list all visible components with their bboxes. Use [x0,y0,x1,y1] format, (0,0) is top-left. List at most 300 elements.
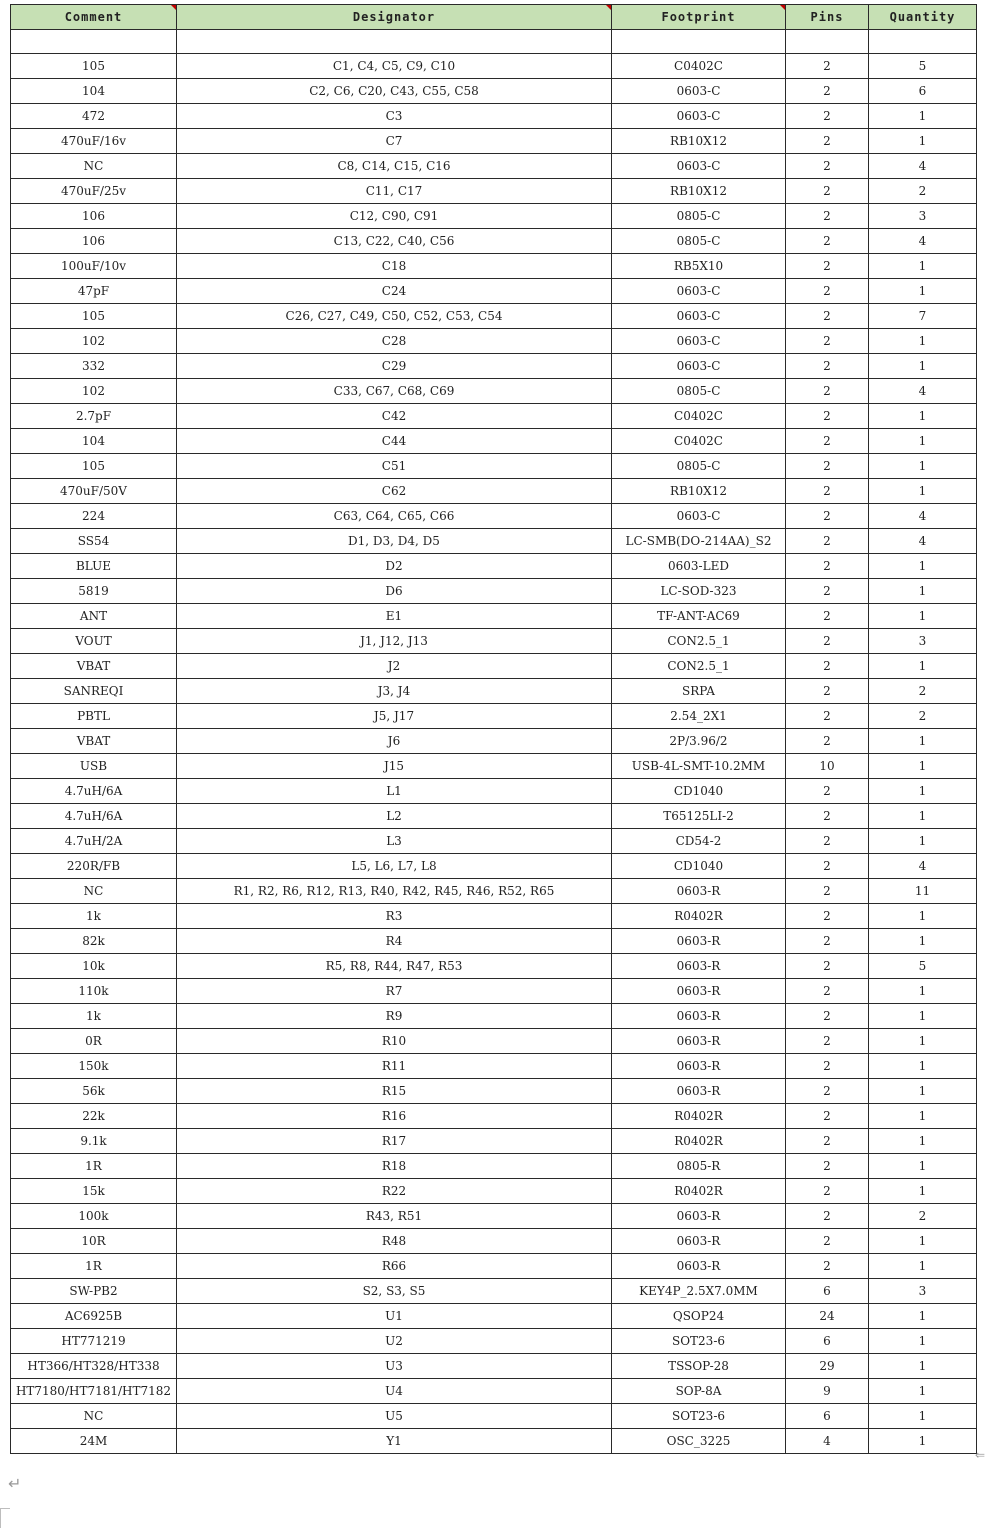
cell-designator[interactable]: J2 [177,654,612,679]
cell-designator[interactable]: C13, C22, C40, C56 [177,229,612,254]
cell-quantity[interactable]: 1 [869,354,977,379]
cell-quantity[interactable]: 4 [869,504,977,529]
cell-footprint[interactable]: 2.54_2X1 [612,704,786,729]
cell-designator[interactable]: R9 [177,1004,612,1029]
cell-designator[interactable]: C2, C6, C20, C43, C55, C58 [177,79,612,104]
cell-comment[interactable]: 100k [11,1204,177,1229]
cell-comment[interactable]: 22k [11,1104,177,1129]
cell-pins[interactable]: 2 [786,354,869,379]
cell-footprint[interactable]: 0603-R [612,979,786,1004]
cell-quantity[interactable]: 1 [869,479,977,504]
cell-pins[interactable]: 2 [786,529,869,554]
cell-comment[interactable]: 102 [11,379,177,404]
cell-designator[interactable]: C63, C64, C65, C66 [177,504,612,529]
cell-designator[interactable]: U5 [177,1404,612,1429]
cell-quantity[interactable]: 1 [869,804,977,829]
cell-quantity[interactable]: 1 [869,1304,977,1329]
cell-designator[interactable]: D1, D3, D4, D5 [177,529,612,554]
cell-pins[interactable]: 2 [786,1229,869,1254]
table-row [11,279,977,304]
cell-quantity[interactable]: 1 [869,254,977,279]
cell-footprint[interactable]: SOT23-6 [612,1404,786,1429]
table-row [11,1254,977,1279]
cell-footprint[interactable]: 0603-LED [612,554,786,579]
cell-footprint[interactable]: SRPA [612,679,786,704]
cell-footprint[interactable]: OSC_3225 [612,1429,786,1454]
cell-pins[interactable]: 2 [786,179,869,204]
cell-pins[interactable]: 2 [786,54,869,79]
cell-pins[interactable]: 2 [786,1054,869,1079]
cell-quantity[interactable]: 1 [869,729,977,754]
cell-comment[interactable]: 2.7pF [11,404,177,429]
cell-designator[interactable]: J15 [177,754,612,779]
cell-comment[interactable]: 82k [11,929,177,954]
table-row [11,529,977,554]
cell-footprint[interactable]: C0402C [612,54,786,79]
cell-comment[interactable]: 47pF [11,279,177,304]
cell-footprint[interactable]: 0603-R [612,1054,786,1079]
cell-pins[interactable]: 6 [786,1279,869,1304]
cell-footprint[interactable]: 0603-C [612,279,786,304]
cell-comment[interactable]: SW-PB2 [11,1279,177,1304]
cell-comment[interactable]: 220R/FB [11,854,177,879]
cell-pins[interactable]: 2 [786,329,869,354]
cell-quantity[interactable]: 1 [869,554,977,579]
cell-quantity[interactable]: 11 [869,879,977,904]
cell-comment[interactable]: HT366/HT328/HT338 [11,1354,177,1379]
cell-comment[interactable]: 332 [11,354,177,379]
col-header-footprint[interactable] [612,5,786,30]
cell-comment[interactable]: 9.1k [11,1129,177,1154]
cell-footprint[interactable]: USB-4L-SMT-10.2MM [612,754,786,779]
cell-footprint[interactable]: 0603-R [612,1029,786,1054]
cell-quantity[interactable]: 1 [869,279,977,304]
cell-comment[interactable]: 470uF/25v [11,179,177,204]
cell-quantity[interactable]: 1 [869,1254,977,1279]
cell-comment[interactable]: 0R [11,1029,177,1054]
cell-designator[interactable]: R43, R51 [177,1204,612,1229]
cell-designator[interactable]: R16 [177,1104,612,1129]
cell-quantity[interactable]: 1 [869,1029,977,1054]
cell-pins[interactable]: 29 [786,1354,869,1379]
cell-designator[interactable]: C62 [177,479,612,504]
cell-quantity[interactable]: 1 [869,779,977,804]
cell-pins[interactable]: 2 [786,279,869,304]
cell-footprint[interactable]: 0603-C [612,329,786,354]
cell-designator[interactable]: C33, C67, C68, C69 [177,379,612,404]
cell-footprint[interactable]: 0805-R [612,1154,786,1179]
cell-footprint[interactable]: SOT23-6 [612,1329,786,1354]
cell-footprint[interactable]: TF-ANT-AC69 [612,604,786,629]
cell-pins[interactable]: 2 [786,929,869,954]
col-header-pins[interactable] [786,5,869,30]
cell-footprint[interactable]: 0805-C [612,454,786,479]
cell-pins[interactable]: 2 [786,879,869,904]
cell-footprint[interactable]: 0805-C [612,229,786,254]
cell-quantity[interactable]: 3 [869,629,977,654]
cell-quantity[interactable]: 1 [869,1154,977,1179]
cell-footprint[interactable]: 0805-C [612,379,786,404]
cell-footprint[interactable]: TSSOP-28 [612,1354,786,1379]
cell-designator[interactable]: C1, C4, C5, C9, C10 [177,54,612,79]
cell-pins[interactable]: 10 [786,754,869,779]
cell-pins[interactable]: 2 [786,204,869,229]
cell-comment[interactable]: 10k [11,954,177,979]
cell-pins[interactable]: 2 [786,1079,869,1104]
cell-comment[interactable]: VOUT [11,629,177,654]
cell-quantity[interactable]: 4 [869,854,977,879]
cell-designator[interactable]: U2 [177,1329,612,1354]
cell-designator[interactable]: C42 [177,404,612,429]
cell-quantity[interactable]: 1 [869,1329,977,1354]
cell-quantity[interactable]: 1 [869,1054,977,1079]
cell-quantity[interactable]: 1 [869,754,977,779]
cell-comment[interactable]: PBTL [11,704,177,729]
cell-footprint[interactable]: CD54-2 [612,829,786,854]
cell-comment[interactable]: SS54 [11,529,177,554]
cell-quantity[interactable]: 1 [869,1104,977,1129]
cell-designator[interactable]: C24 [177,279,612,304]
cell-pins[interactable]: 2 [786,629,869,654]
cell-pins[interactable]: 2 [786,254,869,279]
cell-designator[interactable]: U1 [177,1304,612,1329]
cell-quantity[interactable]: 1 [869,1404,977,1429]
cell-quantity[interactable]: 1 [869,1354,977,1379]
cell-quantity[interactable]: 1 [869,579,977,604]
cell-designator[interactable]: U4 [177,1379,612,1404]
cell-designator[interactable]: C26, C27, C49, C50, C52, C53, C54 [177,304,612,329]
cell-quantity[interactable]: 2 [869,179,977,204]
table-row [11,179,977,204]
cell-comment[interactable]: BLUE [11,554,177,579]
cell-comment[interactable]: 1k [11,904,177,929]
cell-comment[interactable]: NC [11,879,177,904]
cell-comment[interactable]: NC [11,1404,177,1429]
cell-quantity[interactable]: 1 [869,1129,977,1154]
cell-footprint[interactable]: 0805-C [612,204,786,229]
cell-quantity[interactable]: 1 [869,654,977,679]
cell-comment[interactable]: SANREQI [11,679,177,704]
cell-designator[interactable]: R1, R2, R6, R12, R13, R40, R42, R45, R46, R52, R65 [177,879,612,904]
cell-quantity[interactable]: 1 [869,329,977,354]
cell-pins[interactable]: 2 [786,779,869,804]
cell-footprint[interactable]: 2P/3.96/2 [612,729,786,754]
cell-designator[interactable]: C29 [177,354,612,379]
cell-comment[interactable]: 1k [11,1004,177,1029]
cell-designator[interactable]: R66 [177,1254,612,1279]
cell-footprint[interactable]: 0603-C [612,154,786,179]
cell-designator[interactable]: L5, L6, L7, L8 [177,854,612,879]
cell-pins[interactable]: 2 [786,979,869,1004]
cell-pins[interactable]: 2 [786,404,869,429]
cell-footprint[interactable]: C0402C [612,429,786,454]
cell-designator[interactable]: J1, J12, J13 [177,629,612,654]
cell-comment[interactable]: 1R [11,1154,177,1179]
table-row [11,254,977,279]
cell-quantity[interactable]: 7 [869,304,977,329]
cell-pins[interactable]: 2 [786,1204,869,1229]
cell-designator[interactable]: R5, R8, R44, R47, R53 [177,954,612,979]
cell-pins[interactable]: 6 [786,1404,869,1429]
cell-footprint[interactable]: 0603-R [612,1004,786,1029]
cell-quantity[interactable]: 3 [869,204,977,229]
cell-pins[interactable]: 6 [786,1329,869,1354]
cell-comment[interactable]: 470uF/50V [11,479,177,504]
cell-footprint[interactable]: R0402R [612,1104,786,1129]
cell-designator[interactable]: R17 [177,1129,612,1154]
cell-footprint[interactable]: 0603-R [612,954,786,979]
cell-quantity[interactable]: 1 [869,604,977,629]
cell-comment[interactable]: AC6925B [11,1304,177,1329]
cell-quantity[interactable]: 3 [869,1279,977,1304]
cell-quantity[interactable]: 1 [869,1379,977,1404]
cell-designator[interactable] [177,30,612,54]
cell-designator[interactable]: R22 [177,1179,612,1204]
cell-footprint[interactable]: 0603-R [612,1229,786,1254]
cell-footprint[interactable]: LC-SOD-323 [612,579,786,604]
cell-comment[interactable]: HT7180/HT7181/HT7182 [11,1379,177,1404]
cell-comment[interactable]: ANT [11,604,177,629]
cell-comment[interactable]: 102 [11,329,177,354]
cell-footprint[interactable]: 0603-C [612,104,786,129]
cell-designator[interactable]: R4 [177,929,612,954]
cell-footprint[interactable]: 0603-C [612,304,786,329]
cell-comment[interactable]: 104 [11,429,177,454]
cell-quantity[interactable]: 1 [869,929,977,954]
cell-footprint[interactable]: SOP-8A [612,1379,786,1404]
cell-comment[interactable]: 105 [11,454,177,479]
table-row [11,1379,977,1404]
cell-pins[interactable]: 2 [786,229,869,254]
cell-footprint[interactable]: T65125LI-2 [612,804,786,829]
cell-comment[interactable]: 24M [11,1429,177,1454]
cell-comment[interactable]: 470uF/16v [11,129,177,154]
table-row [11,229,977,254]
cell-pins[interactable]: 4 [786,1429,869,1454]
cell-quantity[interactable]: 2 [869,704,977,729]
cell-footprint[interactable]: RB5X10 [612,254,786,279]
header-designator-label: Designator [352,10,436,24]
cell-footprint[interactable]: 0603-R [612,879,786,904]
cell-pins[interactable]: 2 [786,154,869,179]
cell-designator[interactable]: L1 [177,779,612,804]
cell-comment[interactable]: 15k [11,1179,177,1204]
cell-designator[interactable]: D2 [177,554,612,579]
cell-pins[interactable]: 9 [786,1379,869,1404]
cell-designator[interactable]: C18 [177,254,612,279]
cell-pins[interactable]: 2 [786,554,869,579]
cell-comment[interactable]: 106 [11,204,177,229]
cell-footprint[interactable]: R0402R [612,1129,786,1154]
cell-designator[interactable]: R15 [177,1079,612,1104]
cell-designator[interactable]: L3 [177,829,612,854]
cell-comment[interactable]: 105 [11,54,177,79]
table-row [11,654,977,679]
cell-quantity[interactable]: 1 [869,1229,977,1254]
cell-quantity[interactable]: 1 [869,1179,977,1204]
cell-footprint[interactable]: RB10X12 [612,179,786,204]
cell-pins[interactable]: 2 [786,1254,869,1279]
cell-quantity[interactable] [869,30,977,54]
cell-comment[interactable]: HT771219 [11,1329,177,1354]
cell-quantity[interactable]: 1 [869,829,977,854]
cell-quantity[interactable]: 1 [869,404,977,429]
cell-comment[interactable] [11,30,177,54]
cell-quantity[interactable]: 4 [869,379,977,404]
cell-designator[interactable]: Y1 [177,1429,612,1454]
cell-quantity[interactable]: 1 [869,979,977,1004]
cell-designator[interactable]: C11, C17 [177,179,612,204]
cell-comment[interactable]: VBAT [11,729,177,754]
cell-designator[interactable]: C3 [177,104,612,129]
cell-designator[interactable]: L2 [177,804,612,829]
cell-pins[interactable]: 2 [786,104,869,129]
cell-footprint[interactable]: CON2.5_1 [612,629,786,654]
cell-footprint[interactable]: 0603-C [612,504,786,529]
cell-footprint[interactable] [612,30,786,54]
cell-designator[interactable]: R48 [177,1229,612,1254]
cell-footprint[interactable]: KEY4P_2.5X7.0MM [612,1279,786,1304]
cell-footprint[interactable]: 0603-C [612,354,786,379]
cell-designator[interactable]: S2, S3, S5 [177,1279,612,1304]
cell-quantity[interactable]: 1 [869,454,977,479]
cell-comment[interactable]: 104 [11,79,177,104]
cell-designator[interactable]: C28 [177,329,612,354]
cell-designator[interactable]: D6 [177,579,612,604]
cell-comment[interactable]: 4.7uH/6A [11,804,177,829]
cell-pins[interactable]: 2 [786,379,869,404]
cell-quantity[interactable]: 1 [869,1004,977,1029]
cell-designator[interactable]: R3 [177,904,612,929]
cell-designator[interactable]: U3 [177,1354,612,1379]
cell-designator[interactable]: R10 [177,1029,612,1054]
cell-pins[interactable]: 2 [786,829,869,854]
cell-pins[interactable]: 2 [786,1104,869,1129]
cell-comment[interactable]: USB [11,754,177,779]
cell-quantity[interactable]: 1 [869,429,977,454]
col-header-comment[interactable] [11,5,177,30]
cell-footprint[interactable]: RB10X12 [612,129,786,154]
cell-comment[interactable]: 56k [11,1079,177,1104]
cell-pins[interactable]: 2 [786,679,869,704]
cell-pins[interactable]: 24 [786,1304,869,1329]
cell-designator[interactable]: C7 [177,129,612,154]
cell-pins[interactable] [786,30,869,54]
cell-comment[interactable]: 10R [11,1229,177,1254]
cell-footprint[interactable]: 0603-R [612,1079,786,1104]
cell-comment[interactable]: NC [11,154,177,179]
cell-comment[interactable]: 1R [11,1254,177,1279]
cell-pins[interactable]: 2 [786,79,869,104]
cell-pins[interactable]: 2 [786,804,869,829]
cell-quantity[interactable]: 1 [869,1429,977,1454]
comment-indicator-icon [606,5,611,10]
cell-pins[interactable]: 2 [786,1129,869,1154]
cell-designator[interactable]: C12, C90, C91 [177,204,612,229]
cell-footprint[interactable]: RB10X12 [612,479,786,504]
cell-quantity[interactable]: 6 [869,79,977,104]
cell-designator[interactable]: C51 [177,454,612,479]
cell-footprint[interactable]: QSOP24 [612,1304,786,1329]
cell-footprint[interactable]: LC-SMB(DO-214AA)_S2 [612,529,786,554]
cell-pins[interactable]: 2 [786,854,869,879]
cell-pins[interactable]: 2 [786,654,869,679]
cell-pins[interactable]: 2 [786,129,869,154]
cell-pins[interactable]: 2 [786,429,869,454]
cell-quantity[interactable]: 2 [869,679,977,704]
cell-footprint[interactable]: CON2.5_1 [612,654,786,679]
cell-pins[interactable]: 2 [786,304,869,329]
cell-comment[interactable]: 106 [11,229,177,254]
cell-footprint[interactable]: CD1040 [612,779,786,804]
cell-designator[interactable]: J5, J17 [177,704,612,729]
cell-footprint[interactable]: R0402R [612,1179,786,1204]
cell-pins[interactable]: 2 [786,504,869,529]
cell-quantity[interactable]: 5 [869,954,977,979]
cell-footprint[interactable]: 0603-C [612,79,786,104]
cell-quantity[interactable]: 4 [869,229,977,254]
cell-designator[interactable]: C8, C14, C15, C16 [177,154,612,179]
cell-quantity[interactable]: 1 [869,104,977,129]
cell-footprint[interactable]: 0603-R [612,1254,786,1279]
cell-comment[interactable]: 150k [11,1054,177,1079]
cell-footprint[interactable]: R0402R [612,904,786,929]
cell-footprint[interactable]: C0402C [612,404,786,429]
cell-designator[interactable]: R11 [177,1054,612,1079]
cell-designator[interactable]: E1 [177,604,612,629]
cell-quantity[interactable]: 4 [869,529,977,554]
cell-footprint[interactable]: 0603-R [612,929,786,954]
cell-comment[interactable]: VBAT [11,654,177,679]
cell-pins[interactable]: 2 [786,604,869,629]
cell-quantity[interactable]: 1 [869,904,977,929]
col-header-designator[interactable] [177,5,612,30]
cell-pins[interactable]: 2 [786,579,869,604]
cell-quantity[interactable]: 4 [869,154,977,179]
cell-quantity[interactable]: 1 [869,1079,977,1104]
cell-pins[interactable]: 2 [786,1029,869,1054]
cell-pins[interactable]: 2 [786,454,869,479]
cell-comment[interactable]: 110k [11,979,177,1004]
cell-pins[interactable]: 2 [786,479,869,504]
cell-quantity[interactable]: 1 [869,129,977,154]
cell-comment[interactable]: 472 [11,104,177,129]
cell-comment[interactable]: 4.7uH/2A [11,829,177,854]
cell-comment[interactable]: 105 [11,304,177,329]
cell-pins[interactable]: 2 [786,1004,869,1029]
cell-designator[interactable]: R18 [177,1154,612,1179]
cell-pins[interactable]: 2 [786,704,869,729]
cell-footprint[interactable]: CD1040 [612,854,786,879]
cell-footprint[interactable]: 0603-R [612,1204,786,1229]
cell-pins[interactable]: 2 [786,904,869,929]
cell-pins[interactable]: 2 [786,954,869,979]
cell-comment[interactable]: 100uF/10v [11,254,177,279]
cell-quantity[interactable]: 2 [869,1204,977,1229]
cell-designator[interactable]: R7 [177,979,612,1004]
cell-designator[interactable]: J3, J4 [177,679,612,704]
cell-designator[interactable]: C44 [177,429,612,454]
cell-comment[interactable]: 4.7uH/6A [11,779,177,804]
cell-comment[interactable]: 224 [11,504,177,529]
cell-designator[interactable]: J6 [177,729,612,754]
col-header-quantity[interactable] [869,5,977,30]
cell-comment[interactable]: 5819 [11,579,177,604]
cell-pins[interactable]: 2 [786,1179,869,1204]
cell-quantity[interactable]: 5 [869,54,977,79]
cell-pins[interactable]: 2 [786,1154,869,1179]
cell-pins[interactable]: 2 [786,729,869,754]
